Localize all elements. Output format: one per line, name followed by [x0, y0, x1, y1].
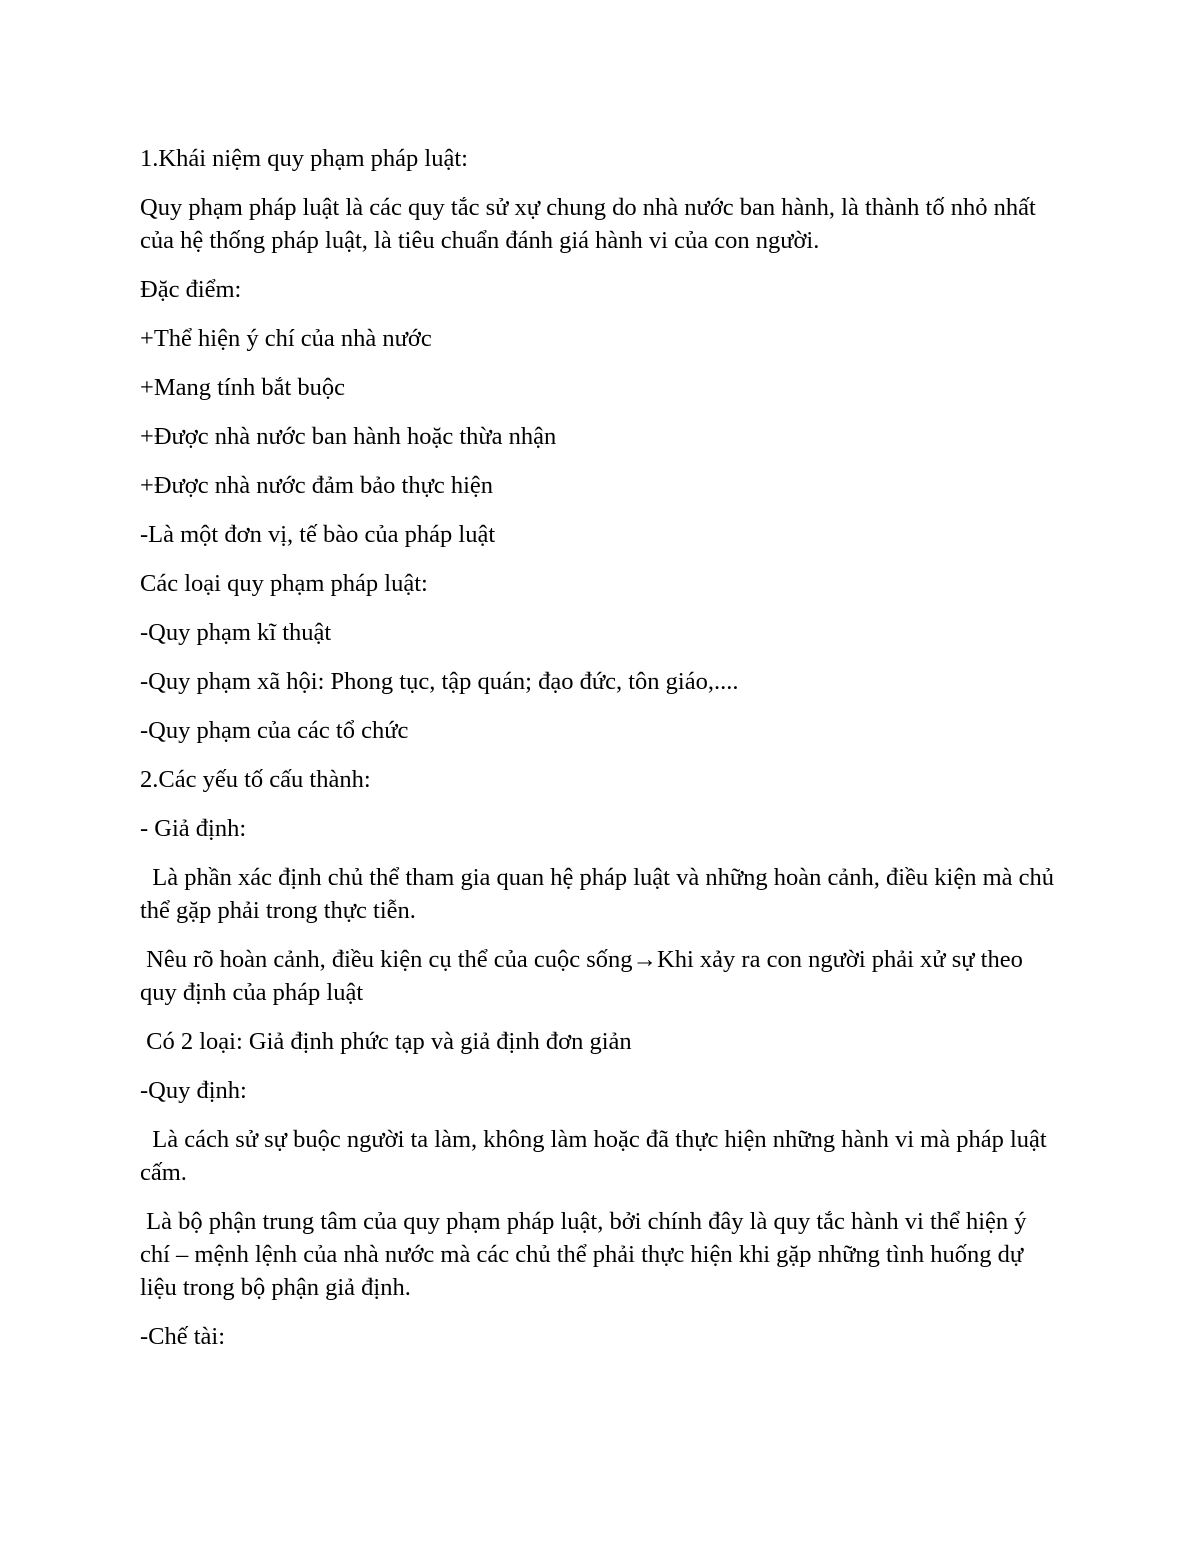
body-paragraph: Là phần xác định chủ thể tham gia quan hệ pháp luật và những hoàn cảnh, điều kiện mà chủ thể gặp phải trong thực tiễn.	[140, 864, 1061, 924]
subheading-provision: -Quy định:	[140, 1077, 247, 1104]
list-item: +Thể hiện ý chí của nhà nước	[140, 325, 432, 352]
subheading-assumption: - Giả định:	[140, 815, 247, 842]
characteristics-heading: Đặc điểm:	[140, 276, 242, 303]
body-paragraph: Là bộ phận trung tâm của quy phạm pháp luật, bởi chính đây là quy tắc hành vi thể hiện ý chí – mệnh lệnh của nhà nước mà các chủ thể phải thực hiện khi gặp những tình huống dự liệu trong bộ phận giả định.	[140, 1208, 1033, 1301]
list-item: +Mang tính bắt buộc	[140, 374, 346, 401]
list-item: -Quy phạm kĩ thuật	[140, 619, 332, 646]
body-paragraph: Là cách sử sự buộc người ta làm, không làm hoặc đã thực hiện những hành vi mà pháp luật cấm.	[140, 1126, 1053, 1186]
heading-concept: 1.Khái niệm quy phạm pháp luật:	[140, 145, 468, 172]
body-paragraph: Có 2 loại: Giả định phức tạp và giả định đơn giản	[140, 1028, 632, 1055]
definition-paragraph: Quy phạm pháp luật là các quy tắc sử xự chung do nhà nước ban hành, là thành tố nhỏ nhất của hệ thống pháp luật, là tiêu chuẩn đánh giá hành vi của con người.	[140, 194, 1042, 254]
document-body	[140, 142, 1060, 1353]
heading-components: 2.Các yếu tố cấu thành:	[140, 766, 371, 793]
list-item: -Là một đơn vị, tế bào của pháp luật	[140, 521, 496, 548]
list-item: +Được nhà nước ban hành hoặc thừa nhận	[140, 423, 557, 450]
list-item: +Được nhà nước đảm bảo thực hiện	[140, 472, 494, 499]
list-item: -Quy phạm của các tổ chức	[140, 717, 409, 744]
subheading-sanction: -Chế tài:	[140, 1323, 226, 1350]
body-paragraph: Nêu rõ hoàn cảnh, điều kiện cụ thể của cuộc sống→Khi xảy ra con người phải xử sự theo quy định của pháp luật	[140, 946, 1029, 1006]
list-item: -Quy phạm xã hội: Phong tục, tập quán; đạo đức, tôn giáo,....	[140, 668, 739, 695]
types-heading: Các loại quy phạm pháp luật:	[140, 570, 428, 597]
